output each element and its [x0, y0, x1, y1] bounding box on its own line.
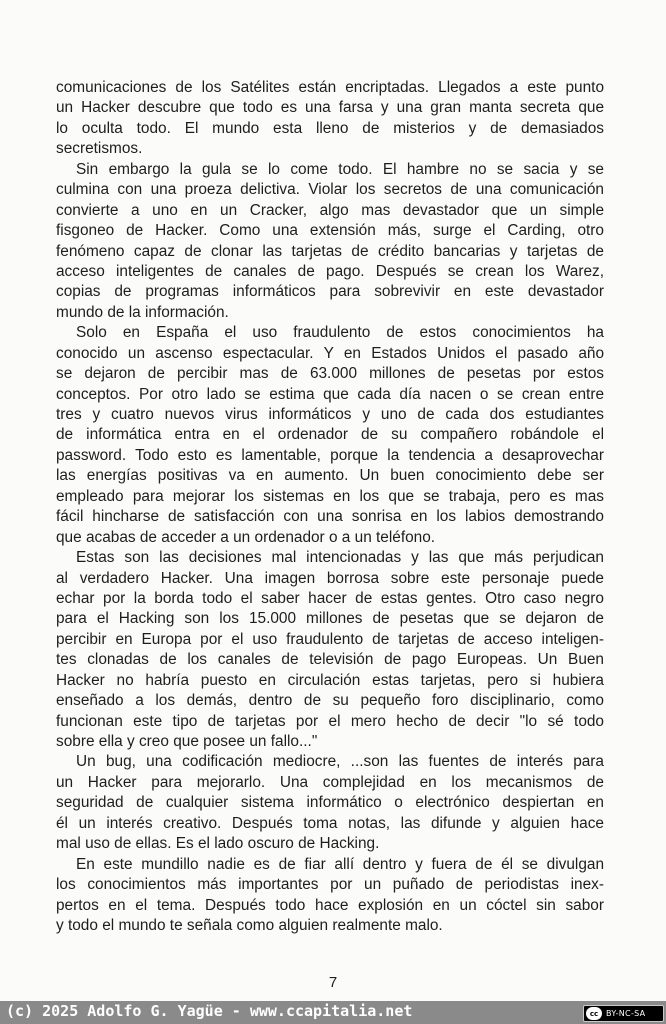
document-body: [56, 78, 604, 936]
text-line: de informática entra en el ordenador de su compañero robándole el: [56, 426, 604, 444]
text-line: convierte a uno en un Cracker, algo mas devastador que un simple: [56, 201, 604, 219]
text-line: culmina con una proeza delictiva. Violar los secretos de una comunicación: [56, 181, 604, 199]
text-line: los conocimientos más importantes por un puñado de periodistas inex-: [56, 876, 604, 894]
text-line: funcionan este tipo de tarjetas por el mero hecho de decir "lo sé todo: [56, 712, 604, 730]
text-line: fisgoneo de Hacker. Como una extensión más, surge el Carding, otro: [56, 222, 604, 240]
text-line: comunicaciones de los Satélites están encriptadas. Llegados a este punto: [56, 79, 604, 96]
text-line: pertos en el tema. Después todo hace explosión en un cóctel sin sabor: [56, 896, 604, 914]
text-line: conceptos. Por otro lado se estima que cada día nacen o se crean entre: [56, 385, 604, 403]
text-line: password. Todo esto es lamentable, porque la tendencia a desaprovechar: [56, 446, 604, 464]
text-line: percibir en Europa por el uso fraudulento de tarjetas de acceso inteligen-: [56, 630, 604, 648]
text-line: enseñado a los demás, dentro de su pequeño foro disciplinario, como: [56, 692, 604, 710]
text-line: para el Hacking son los 15.000 millones de pesetas que se dejaron de: [56, 610, 604, 628]
copyright-watermark: (c) 2025 Adolfo G. Yagüe - www.ccapitalia.net: [6, 1002, 413, 1020]
text-line: y todo el mundo te señala como alguien realmente malo.: [56, 916, 443, 934]
text-line: un Hacker descubre que todo es una farsa y una gran manta secreta que: [56, 99, 604, 117]
text-line: un Hacker para mejorarlo. Una complejidad en los mecanismos de: [56, 773, 604, 791]
cc-logo-icon: cc: [586, 1007, 602, 1020]
text-line: sobre ella y creo que posee un fallo...": [56, 733, 318, 750]
license-text: BY-NC-SA: [606, 1009, 646, 1018]
text-line: echar por la borda todo el saber hacer de estas gentes. Otro caso negro: [56, 589, 604, 607]
text-line: conocido un ascenso espectacular. Y en Estados Unidos el pasado año: [56, 344, 604, 362]
text-line: fenómeno capaz de clonar las tarjetas de crédito bancarias y tarjetas de: [56, 242, 604, 260]
text-line: mundo de la información.: [56, 303, 229, 321]
text-line: se dejaron de percibir mas de 63.000 millones de pesetas por estos: [56, 365, 604, 383]
text-line: seguridad de cualquier sistema informático o electrónico despiertan en: [56, 794, 604, 812]
page-number: 7: [328, 974, 338, 991]
text-line: él un interés creativo. Después toma notas, las difunde y alguien hace: [56, 814, 604, 832]
text-line: copias de programas informáticos para sobrevivir en este devastador: [56, 283, 604, 301]
text-line: Estas son las decisiones mal intencionadas y las que más perjudican: [76, 549, 604, 567]
text-line: Hacker no habría puesto en circulación estas tarjetas, pero si hubiera: [56, 671, 604, 689]
text-line: fácil hincharse de satisfacción con una sonrisa en los labios demostrando: [56, 508, 604, 526]
text-line: Sin embargo la gula se lo come todo. El hambre no se sacia y se: [76, 160, 604, 178]
text-line: tes clonadas de los canales de televisión de pago Europeas. Un Buen: [56, 651, 604, 669]
text-line: En este mundillo nadie es de fiar allí dentro y fuera de él se divulgan: [76, 855, 604, 873]
paragraph: [56, 855, 604, 937]
text-line: lo oculta todo. El mundo esta lleno de misterios y de demasiados: [56, 119, 604, 137]
paragraph: [56, 323, 604, 548]
text-line: acceso inteligentes de canales de pago. Después se crean los Warez,: [56, 262, 604, 280]
creative-commons-badge-icon[interactable]: [583, 1005, 664, 1022]
text-line: mal uso de ellas. Es el lado oscuro de Hacking.: [56, 835, 380, 853]
paragraph: [56, 78, 604, 160]
text-line: al verdadero Hacker. Una imagen borrosa sobre este personaje puede: [56, 569, 604, 587]
paragraph: [56, 160, 604, 324]
text-line: empleado para mejorar los sistemas en los que se trabaja, pero es mas: [56, 487, 604, 505]
text-line: que acabas de acceder a un ordenador o a un teléfono.: [56, 528, 436, 546]
text-line: las energías positivas va en aumento. Un buen conocimiento debe ser: [56, 467, 604, 485]
paragraph: [56, 548, 604, 752]
text-line: secretismos.: [56, 140, 143, 158]
text-line: Solo en España el uso fraudulento de estos conocimientos ha: [76, 324, 604, 342]
paragraph: [56, 752, 604, 854]
text-line: tres y cuatro nuevos virus informáticos y uno de cada dos estudiantes: [56, 406, 604, 423]
text-line: Un bug, una codificación mediocre, ...son las fuentes de interés para: [76, 753, 604, 771]
